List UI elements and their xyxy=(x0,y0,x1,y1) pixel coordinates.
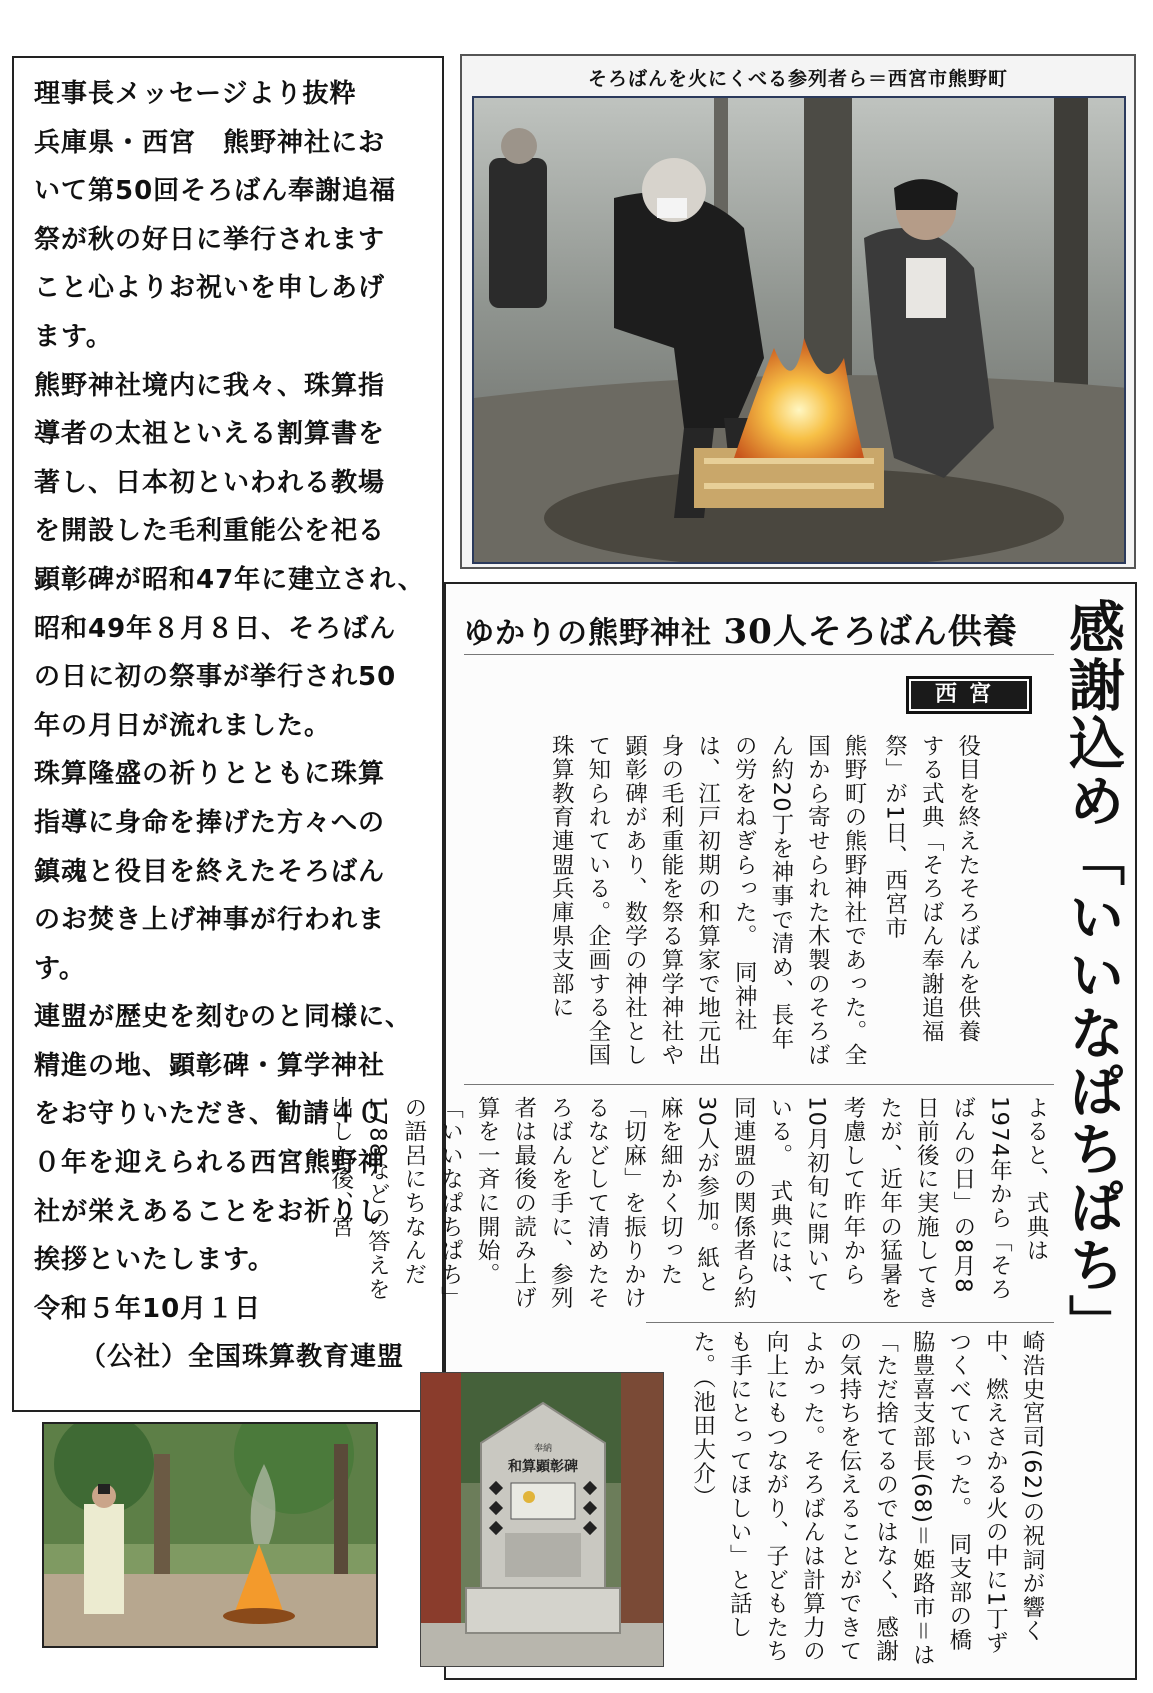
article-body-1: 熊野町の熊野神社であった。全国から寄せられた木製のそろばん約20丁を神事で清め、長年の労をねぎらった。 同神社は、江戸初期の和算家で地元出身の毛利重能を祭る算学神社や顕彰碑があり、数学の神社として知られている。企画する全国珠算教育連盟兵庫県支部に xyxy=(548,734,867,1068)
photo-caption: そろばんを火にくべる参列者ら＝西宮市熊野町 xyxy=(587,68,1008,90)
message-line: をお守りいただき、勧請４０ xyxy=(34,1099,384,1130)
message-line: 指導に身命を捧げた方々への xyxy=(34,807,386,838)
message-line: 兵庫県・西宮 熊野神社にお xyxy=(34,127,386,158)
article-body-3: 崎浩史宮司(62)の祝詞が響く中、燃えさかる火の中に1丁ずつくべていった。 同支部の橋脇豊喜支部長(68)＝姫路市＝は「ただ捨てるのではなく、感謝の気持ちを伝えることができてよかった。そろばんは計算力の向上にもつながり、子どもたちも手にとってほしい」と話した。（池田大介） xyxy=(689,1330,1045,1667)
message-line: 社が栄えあることをお祈りし xyxy=(34,1196,386,1227)
article-subheadline xyxy=(464,604,1054,653)
message-line: のお焚き上げ神事が行われま xyxy=(34,905,386,936)
article-lead: 役目を終えたそろばんを供養する式典「そろばん奉謝追福祭」が1日、西宮市 xyxy=(881,734,981,1044)
message-line: 祭が秋の好日に挙行されます xyxy=(34,224,386,255)
article-headline: 感謝込め「いいなぱちぱち」 xyxy=(1060,598,1125,1352)
message-line: 鎮魂と役目を終えたそろばん xyxy=(34,856,386,887)
message-line: 理事長メッセージより抜粋 xyxy=(34,79,357,109)
message-line: ０年を迎えられる西宮熊野神 xyxy=(34,1148,386,1179)
bonfire-photo-image xyxy=(44,1424,378,1648)
article-body-2: よると、式典は1974年から「そろばんの日」の8月8日前後に実施してきたが、近年の猛暑を考慮して昨年から10月初旬に開いている。 式典には、同連盟の関係者ら約30人が参加。紙と麻を細かく切った「切麻」を振りかけるなどして清めたそろばんを手に、参列者は最後の読み上げ算を一斉に開始。「いいなぱちぱち」の語呂にちなんだ1788などの答えを出した後、宮 xyxy=(327,1096,1049,1311)
message-line: いて第50回そろばん奉謝追福 xyxy=(34,176,397,207)
message-line: の日に初の祭事が挙行され50 xyxy=(34,662,397,693)
message-line: 年の月日が流れました。 xyxy=(34,710,332,741)
monument-small-text: 奉納 xyxy=(533,1444,553,1454)
top-photo-frame xyxy=(460,54,1136,569)
bonfire-photo xyxy=(42,1422,378,1648)
message-line: 熊野神社境内に我々、珠算指 xyxy=(34,370,386,401)
monument-title: 和算顕彰碑 xyxy=(508,1459,578,1475)
message-line: （公社）全国珠算教育連盟 xyxy=(80,1342,405,1373)
subheadline-part-a: ゆかりの熊野神社 xyxy=(464,616,712,651)
ceremony-photo xyxy=(472,96,1126,564)
message-line: 導者の太祖といえる割算書を xyxy=(34,419,386,450)
monument-photo xyxy=(420,1372,664,1667)
message-line: 昭和49年８月８日、そろばん xyxy=(34,613,397,644)
message-line: を開設した毛利重能公を祀る xyxy=(34,516,386,547)
ceremony-photo-image xyxy=(474,98,1126,564)
message-line: 挨拶といたします。 xyxy=(34,1245,275,1276)
location-badge-text: 西宮 xyxy=(911,681,1027,709)
message-line: 著し、日本初といわれる教場 xyxy=(34,467,386,498)
message-line: 珠算隆盛の祈りとともに珠算 xyxy=(34,759,386,790)
divider xyxy=(464,1084,1054,1085)
message-line: す。 xyxy=(34,953,86,984)
message-line: 連盟が歴史を刻むのと同様に、 xyxy=(34,1002,413,1033)
subheadline-part-b: 30人そろばん供養 xyxy=(723,612,1018,652)
message-line: ます。 xyxy=(34,321,113,352)
message-line: 顕彰碑が昭和47年に建立され、 xyxy=(34,564,425,595)
monument-photo-image xyxy=(421,1373,664,1667)
message-line: 令和５年10月１日 xyxy=(34,1293,262,1324)
divider xyxy=(646,1322,1054,1323)
location-badge xyxy=(906,676,1032,714)
message-line: こと心よりお祝いを申しあげ xyxy=(34,273,386,304)
message-line: 精進の地、顕彰碑・算学神社 xyxy=(34,1050,386,1081)
divider xyxy=(464,654,1054,655)
